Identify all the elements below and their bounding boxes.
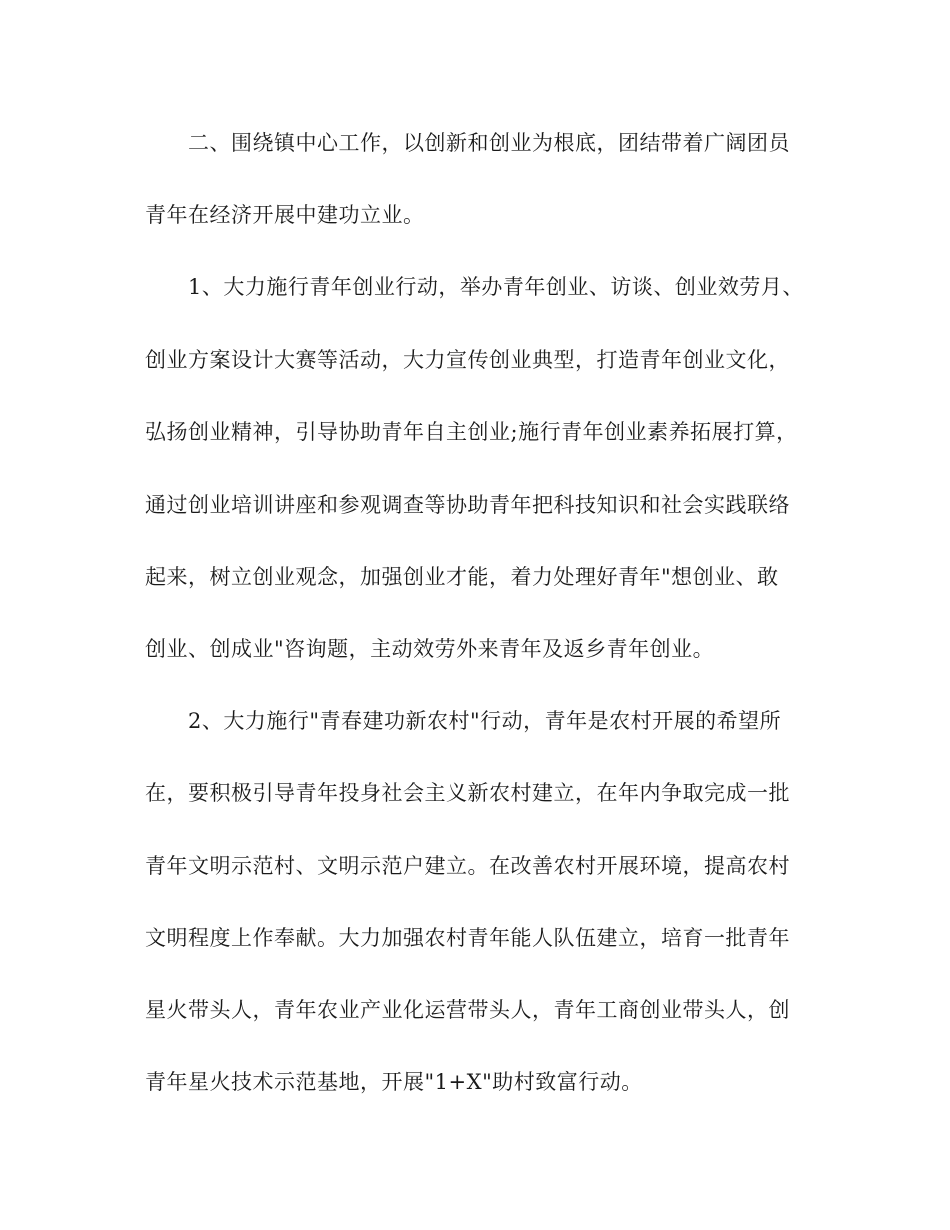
paragraph-line: 通过创业培训讲座和参观调查等协助青年把科技知识和社会实践联络	[145, 493, 790, 517]
paragraph-line: 星火带头人，青年农业产业化运营带头人，青年工商创业带头人，创	[145, 998, 790, 1022]
paragraph-line: 青年在经济开展中建功立业。	[145, 203, 425, 227]
paragraph-line: 起来，树立创业观念，加强创业才能，着力处理好青年"想创业、敢	[145, 565, 779, 589]
paragraph-first-line: 2、大力施行"青春建功新农村"行动，青年是农村开展的希望所	[188, 709, 782, 733]
paragraph-line: 弘扬创业精神，引导协助青年自主创业;施行青年创业素养拓展打算，	[145, 420, 798, 444]
paragraph-first-line: 1、大力施行青年创业行动，举办青年创业、访谈、创业效劳月、	[188, 275, 804, 299]
paragraph-heading-line: 二、围绕镇中心工作，以创新和创业为根底，团结带着广阔团员	[188, 131, 790, 155]
paragraph-line: 创业方案设计大赛等活动，大力宣传创业典型，打造青年创业文化，	[145, 348, 790, 372]
paragraph-line: 在，要积极引导青年投身社会主义新农村建立，在年内争取完成一批	[145, 781, 790, 805]
paragraph-line: 创业、创成业"咨询题，主动效劳外来青年及返乡青年创业。	[145, 637, 715, 661]
paragraph-line: 文明程度上作奉献。大力加强农村青年能人队伍建立，培育一批青年	[145, 926, 790, 950]
paragraph-line: 青年文明示范村、文明示范户建立。在改善农村开展环境，提高农村	[145, 854, 790, 878]
paragraph-line: 青年星火技术示范基地，开展"1+X"助村致富行动。	[145, 1070, 643, 1094]
